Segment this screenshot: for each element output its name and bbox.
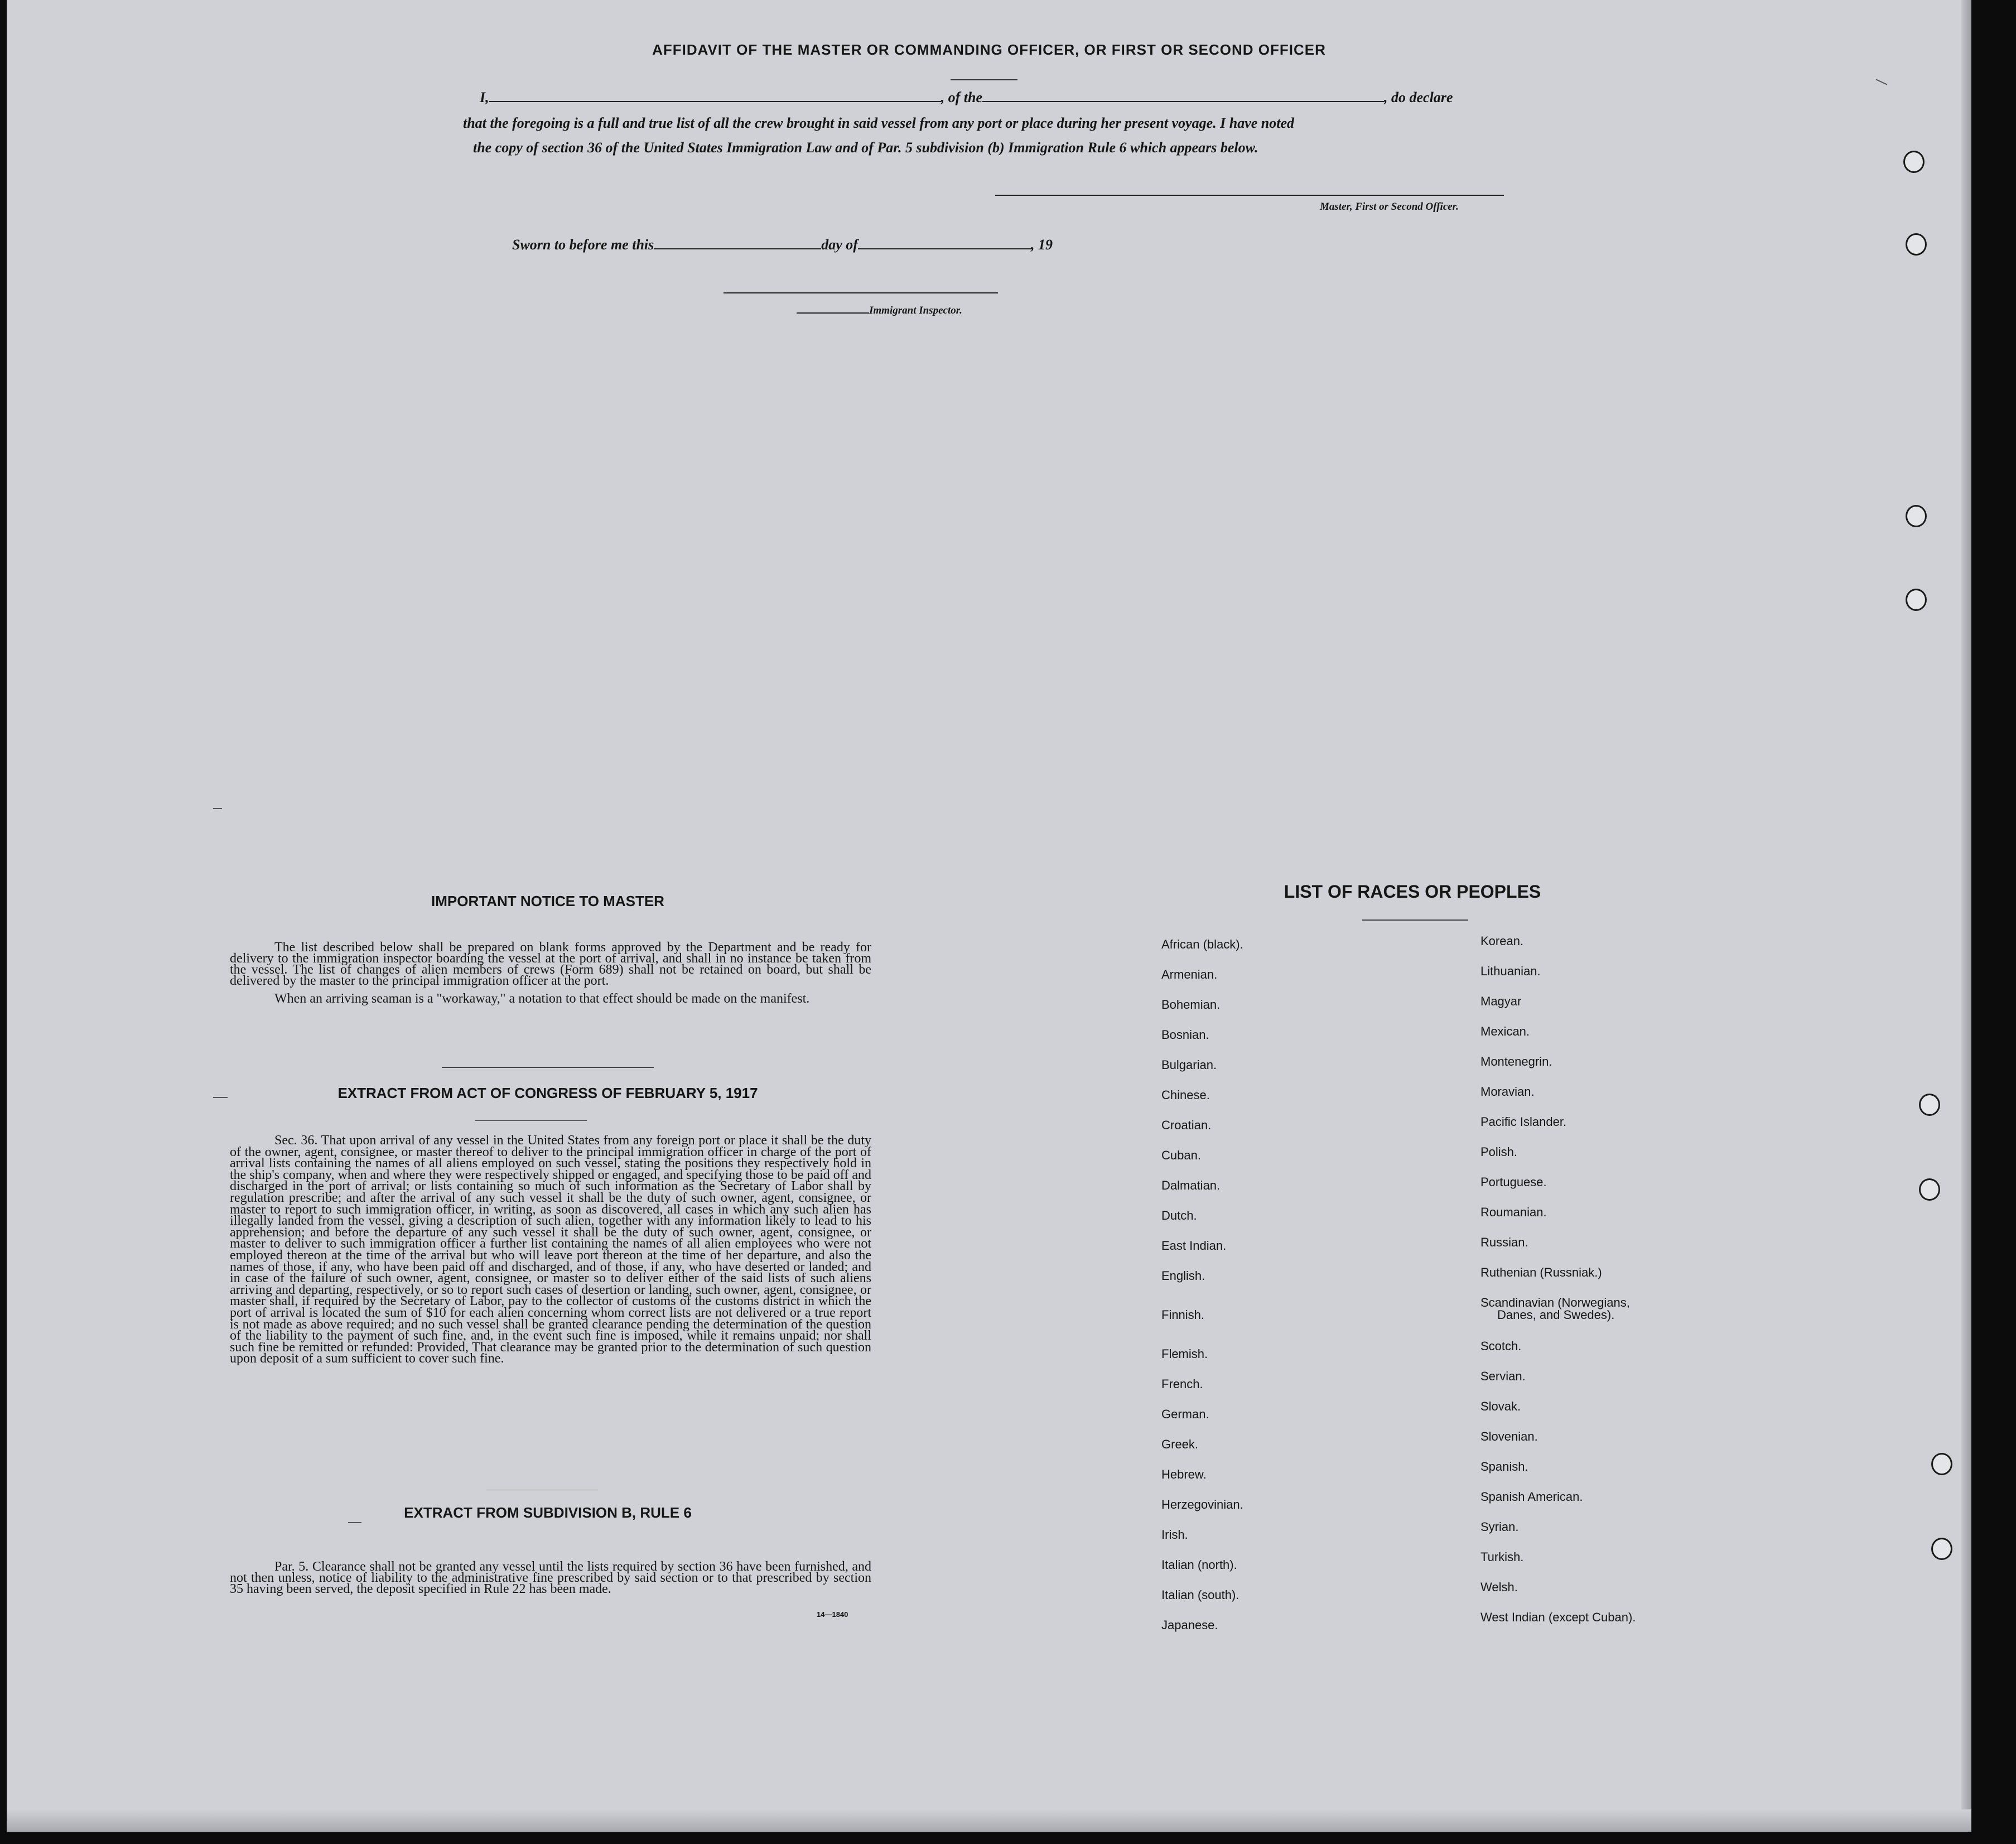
race-item: English. [1161,1269,1205,1283]
race-item: West Indian (except Cuban). [1480,1610,1636,1624]
race-item: Lithuanian. [1480,964,1541,978]
declaration-line-2: that the foregoing is a full and true list of all the crew brought in said vessel from any port or place during her present voyage. I have noted [463,115,1295,131]
notice-body [230,942,871,1004]
races-title-rule [1362,919,1468,921]
race-item: Welsh. [1480,1580,1518,1594]
race-item: Flemish. [1161,1347,1208,1361]
race-item: Japanese. [1161,1618,1218,1632]
race-item: Moravian. [1480,1085,1535,1099]
race-item: Bulgarian. [1161,1058,1217,1072]
punch-hole [1931,1538,1952,1560]
race-item: Greek. [1161,1437,1199,1451]
i-label: I, [480,89,489,105]
race-item: Herzegovinian. [1161,1498,1243,1511]
scan-mark [213,808,222,809]
extract-act-title: EXTRACT FROM ACT OF CONGRESS OF FEBRUARY 5, 1917 [337,1085,758,1101]
declaration-line-3: the copy of section 36 of the United States Immigration Law and of Par. 5 subdivision (b) Immigration Rule 6 which appears below. [473,139,1258,156]
punch-hole [1906,589,1927,611]
race-item: Pacific Islander. [1480,1115,1567,1129]
extract-rule-body [230,1561,871,1595]
section-divider-1 [442,1067,654,1068]
race-item: Polish. [1480,1145,1518,1159]
year-label: , 19 [1030,237,1053,253]
race-item: Korean. [1480,934,1524,948]
race-item: Finnish. [1161,1308,1205,1322]
race-item: Dutch. [1161,1209,1197,1222]
race-item: Russian. [1480,1235,1528,1249]
scan-mark [213,1097,228,1098]
extract-act-body [230,1135,871,1365]
race-item: Mexican. [1480,1024,1530,1038]
manifest-page [7,0,1971,1832]
race-item: German. [1161,1407,1209,1421]
race-item: Roumanian. [1480,1205,1547,1219]
section-36-text: Sec. 36. That upon arrival of any vessel in the United States from any foreign port or place it shall be the duty of the owner, agent, consignee, or master thereof to deliver to the principal immigration officer in charge of the port of arrival lists containing the names of all aliens employed on such vessel, stating the positions they respectively hold in the ship's company, when and where they were respectively shipped or engaged, and specifying those to be paid off and discharged in the port of arrival; or lists containing so much of such information as the Secretary of Labor shall by regulation prescribe; and after the arrival of any such vessel it shall be the duty of such owner, agent, consignee, or master to report to such immigration officer, in writing, as soon as discovered, all cases in which any such alien has illegally landed from the vessel, giving a description of such alien, together with any information likely to lead to his apprehension; and before the departure of any such vessel it shall be the duty of such owner, agent, consignee, or master to deliver to such immigration officer a further list containing the names of all alien employees who were not employed thereon at the time of the arrival but who will leave port thereon at the time of her departure, and also the names of those, if any, who have been paid off and discharged, and of those, if any, who have deserted or landed; and in case of the failure of such owner, agent, consignee, or master so to deliver either of the said lists of such aliens arriving and departing, respectively, or so to report such cases of desertion or landing, such owner, agent, consignee, or master shall, if required by the Secretary of Labor, pay to the collector of customs of the customs district in which the port of arrival is located the sum of $10 for each alien concerning whom correct lists are not delivered or a true report is not made as above required; and no such vessel shall be granted clearance pending the determination of the question of the liability to the payment of such fine, and, in the event such fine is imposed, while it remains unpaid; nor shall such fine be remitted or refunded: Provided, That clearance may be granted prior to the determination of such question upon deposit of a sum sufficient to cover such fine. [230,1133,871,1366]
notice-title: IMPORTANT NOTICE TO MASTER [431,893,664,909]
race-item: Italian (south). [1161,1588,1239,1602]
scan-mark [1876,79,1888,85]
sworn-month-blank[interactable] [858,237,1031,249]
punch-hole [1906,233,1927,256]
race-item: Bohemian. [1161,998,1221,1012]
race-item: Scotch. [1480,1339,1522,1353]
do-declare-label: , do declare [1384,89,1453,105]
race-item: Montenegrin. [1480,1055,1552,1068]
race-item: Ruthenian (Russniak.) [1480,1265,1602,1279]
race-item: Spanish American. [1480,1490,1583,1504]
race-item: Turkish. [1480,1550,1524,1564]
form-number: 14—1840 [817,1610,848,1619]
sworn-line [512,237,1053,253]
inspector-blank [797,305,869,314]
inspector-signature-line[interactable] [724,292,998,293]
inspector-caption [797,305,962,317]
day-of-label: day of [821,237,858,253]
punch-hole [1931,1453,1952,1475]
punch-hole [1919,1094,1940,1116]
punch-hole [1919,1178,1940,1201]
race-item: Slovenian. [1480,1429,1538,1443]
race-item: Portuguese. [1480,1175,1547,1189]
page-bottom-shade [7,1809,1971,1832]
sworn-label: Sworn to before me this [512,237,654,253]
race-item: African (black). [1161,937,1243,951]
races-title: LIST OF RACES OR PEOPLES [1284,882,1541,902]
race-item: Cuban. [1161,1148,1201,1162]
races-right-column [1480,935,1636,1641]
race-item: Bosnian. [1161,1028,1209,1042]
vessel-blank[interactable] [982,90,1384,102]
title-rule [951,79,1017,80]
notice-paragraph-2: When an arriving seaman is a "workaway," a notation to that effect should be made on the manifest. [274,991,810,1006]
race-item: Magyar [1480,994,1522,1008]
race-item: Syrian. [1480,1520,1519,1534]
race-item: Chinese. [1161,1088,1210,1102]
race-item: Slovak. [1480,1399,1521,1413]
inspector-caption-text: Immigrant Inspector. [869,305,962,316]
master-signature-caption: Master, First or Second Officer. [1320,201,1459,213]
extract-rule-title: EXTRACT FROM SUBDIVISION B, RULE 6 [404,1504,692,1521]
punch-hole [1906,505,1927,527]
race-item: Servian. [1480,1369,1526,1383]
scan-mark [348,1522,361,1523]
page-edge-shadow [1961,0,1971,1832]
sworn-day-blank[interactable] [654,237,821,249]
of-the-label: , of the [941,89,983,105]
master-signature-line[interactable] [995,195,1504,196]
section-divider-2 [475,1120,587,1121]
race-item: Croatian. [1161,1118,1212,1132]
name-blank[interactable] [489,90,941,102]
race-item: Hebrew. [1161,1467,1207,1481]
notice-paragraph-1: The list described below shall be prepared on blank forms approved by the Department and be ready for delivery to the immigration inspector boarding the vessel at the port of arrival, and shall in no instance be taken from the vessel. The list of changes of alien members of crews (Form 689) shall not be retained on board, but shall be delivered by the master to the principal immigration officer at the port. [230,940,871,988]
race-item-continued: Danes, and Swedes). [1497,1308,1615,1322]
races-left-column [1161,938,1243,1649]
race-item: Italian (north). [1161,1558,1237,1572]
race-item: East Indian. [1161,1239,1227,1253]
race-item: French. [1161,1377,1203,1391]
race-item: Scandinavian (Norwegians, [1480,1296,1630,1309]
race-item: Spanish. [1480,1460,1528,1474]
race-item: Dalmatian. [1161,1178,1221,1192]
declaration-line-1 [480,89,1453,106]
race-item: Irish. [1161,1528,1188,1542]
affidavit-title: AFFIDAVIT OF THE MASTER OR COMMANDING OFFICER, OR FIRST OR SECOND OFFICER [652,41,1326,58]
punch-hole [1903,151,1925,173]
race-item: Armenian. [1161,967,1218,981]
par-5-text: Par. 5. Clearance shall not be granted any vessel until the lists required by section 36 have been furnished, and not then unless, notice of liability to the administrative fine prescribed by said section or to that prescribed by section 35 having been served, the deposit specified in Rule 22 has been made. [230,1559,871,1596]
